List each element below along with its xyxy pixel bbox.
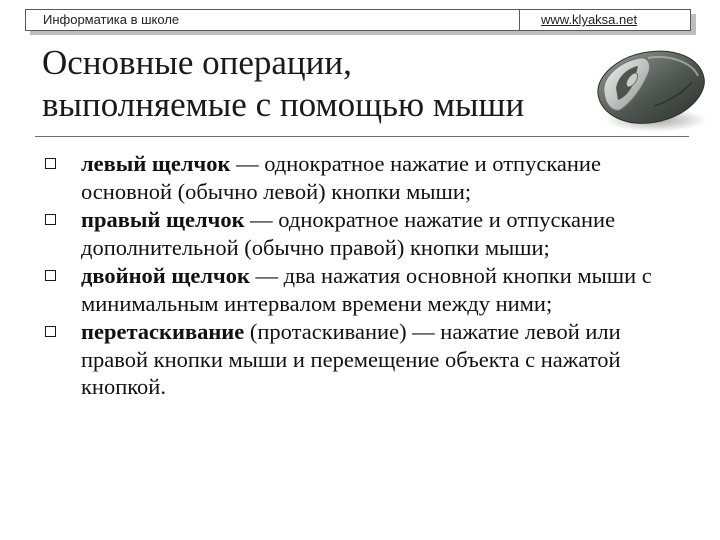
bullet-term: правый щелчок <box>81 207 245 232</box>
list-item <box>42 150 682 205</box>
bullet-term: левый щелчок <box>81 151 231 176</box>
page-title <box>42 42 602 126</box>
bullet-list <box>42 150 682 402</box>
header-shadow <box>30 31 696 35</box>
header-url-link[interactable]: www.klyaksa.net <box>541 12 638 27</box>
bullet-term: двойной щелчок <box>81 263 250 288</box>
title-divider <box>35 136 689 137</box>
header-shadow-side <box>691 14 696 35</box>
title-line-2: выполняемые с помощью мыши <box>42 85 525 124</box>
bullet-text: — однократное нажатие и отпускание основной (обычно левой) кнопки мыши; <box>81 151 601 204</box>
square-bullet-icon <box>45 326 56 337</box>
computer-mouse-icon <box>588 36 713 136</box>
square-bullet-icon <box>45 158 56 169</box>
bullet-term: перетаскивание <box>81 319 245 344</box>
square-bullet-icon <box>45 270 56 281</box>
title-line-1: Основные операции, <box>42 43 352 82</box>
bullet-text: — два нажатия основной кнопки мыши с минимальным интервалом времени между ними; <box>81 263 652 316</box>
header-site-name: Информатика в школе <box>43 12 180 27</box>
header-divider <box>519 9 520 31</box>
bullet-text: (протаскивание) — нажатие левой или правой кнопки мыши и перемещение объекта с нажатой кнопкой. <box>81 319 621 399</box>
list-item <box>42 206 682 261</box>
square-bullet-icon <box>45 214 56 225</box>
list-item <box>42 262 682 317</box>
bullet-text: — однократное нажатие и отпускание дополнительной (обычно правой) кнопки мыши; <box>81 207 616 260</box>
list-item <box>42 318 682 401</box>
